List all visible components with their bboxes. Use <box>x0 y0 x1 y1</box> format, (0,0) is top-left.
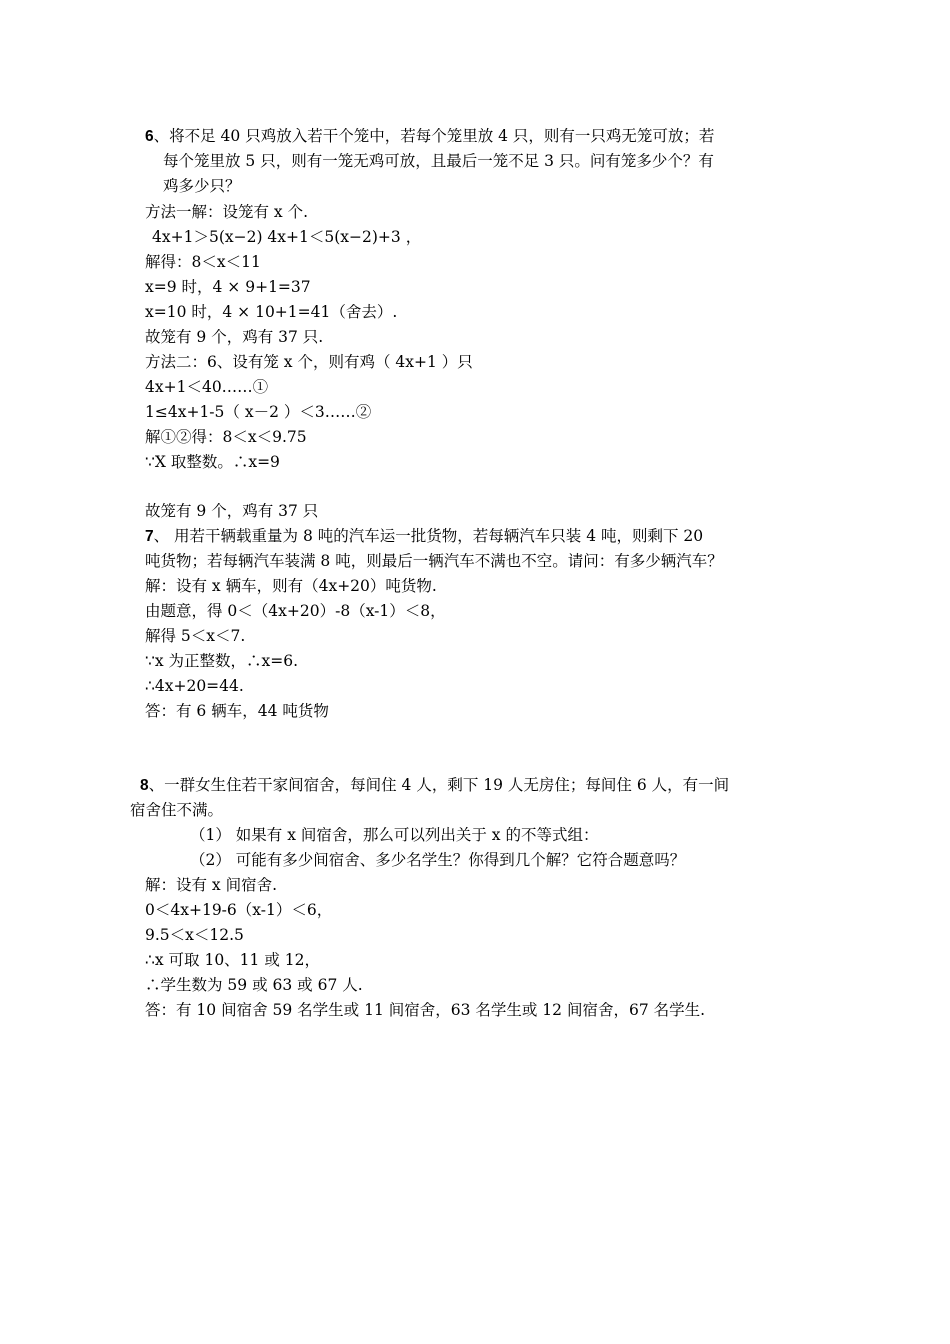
problem-6-title-line-1: 6、将不足 40 只鸡放入若干个笼中，若每个笼里放 4 只，则有一只鸡无笼可放；若 <box>145 127 715 145</box>
problem-7-title-line-1: 7、 用若干辆载重量为 8 吨的汽车运一批货物，若每辆汽车只装 4 吨，则剩下 20 <box>145 527 704 545</box>
problem-8-sub-question-1: （1） 如果有 x 间宿舍，那么可以列出关于 x 的不等式组： <box>190 826 599 844</box>
problem-7-line: 解：设有 x 辆车，则有（4x+20）吨货物. <box>145 577 437 595</box>
problem-7-line: 由题意，得 0＜（4x+20）-8（x-1）＜8， <box>145 602 446 620</box>
problem-6-title-line-2: 每个笼里放 5 只，则有一笼无鸡可放，且最后一笼不足 3 只。问有笼多少个？有 <box>163 152 714 170</box>
problem-8-line: 答：有 10 间宿舍 59 名学生或 11 间宿舍，63 名学生或 12 间宿舍，67 名学生. <box>145 1001 706 1019</box>
problem-6-line: 故笼有 9 个，鸡有 37 只 <box>145 502 319 520</box>
problem-7-line: ∴4x+20=44. <box>145 677 244 695</box>
problem-6-line: x=9 时，4 × 9+1=37 <box>145 278 311 296</box>
problem-6-line: x=10 时，4 × 10+1=41（舍去）. <box>145 303 398 321</box>
problem-7-line: 解得 5＜x＜7. <box>145 627 246 645</box>
problem-8-title-line-1: 8、一群女生住若干家间宿舍，每间住 4 人，剩下 19 人无房住；每间住 6 人，有一间 <box>140 776 730 794</box>
problem-6-line: ∵X 取整数。∴x=9 <box>145 453 280 471</box>
problem-7-number: 7 <box>145 528 154 545</box>
problem-6-line: 方法一解：设笼有 x 个. <box>145 203 309 221</box>
problem-8-line: 解：设有 x 间宿舍. <box>145 876 278 894</box>
problem-6-line: 故笼有 9 个，鸡有 37 只. <box>145 328 324 346</box>
problem-6-line: 4x+1＞5(x−2) 4x+1＜5(x−2)+3 ， <box>152 228 422 246</box>
problem-8-line: ∴x 可取 10、11 或 12， <box>145 951 320 969</box>
problem-6-line: 解①②得：8＜x＜9.75 <box>145 428 307 446</box>
problem-7-line: 答：有 6 辆车，44 吨货物 <box>145 702 329 720</box>
problem-8-sub-question-2: （2） 可能有多少间宿舍、多少名学生？你得到几个解？它符合题意吗？ <box>190 851 686 869</box>
problem-8-line: ∴学生数为 59 或 63 或 67 人. <box>145 976 363 994</box>
problem-8-line: 9.5＜x＜12.5 <box>145 926 244 944</box>
problem-8-number: 8 <box>140 777 149 794</box>
problem-7-title-line-2: 吨货物；若每辆汽车装满 8 吨，则最后一辆汽车不满也不空。请问：有多少辆汽车？ <box>145 552 723 570</box>
problem-6-line: 1≤4x+1-5（ x－2 ）＜3……② <box>145 403 372 421</box>
problem-8-line: 0＜4x+19-6（x-1）＜6， <box>145 901 333 919</box>
problem-6-line: 4x+1＜40……① <box>145 378 269 396</box>
problem-6-line: 方法二：6、设有笼 x 个，则有鸡（ 4x+1 ）只 <box>145 353 473 371</box>
problem-6-line: 解得：8＜x＜11 <box>145 253 261 271</box>
problem-8-title-line-2: 宿舍住不满。 <box>130 801 224 819</box>
problem-7-line: ∵x 为正整数，∴x=6. <box>145 652 299 670</box>
problem-6-number: 6 <box>145 128 154 145</box>
problem-6-title-line-3: 鸡多少只？ <box>163 177 241 195</box>
